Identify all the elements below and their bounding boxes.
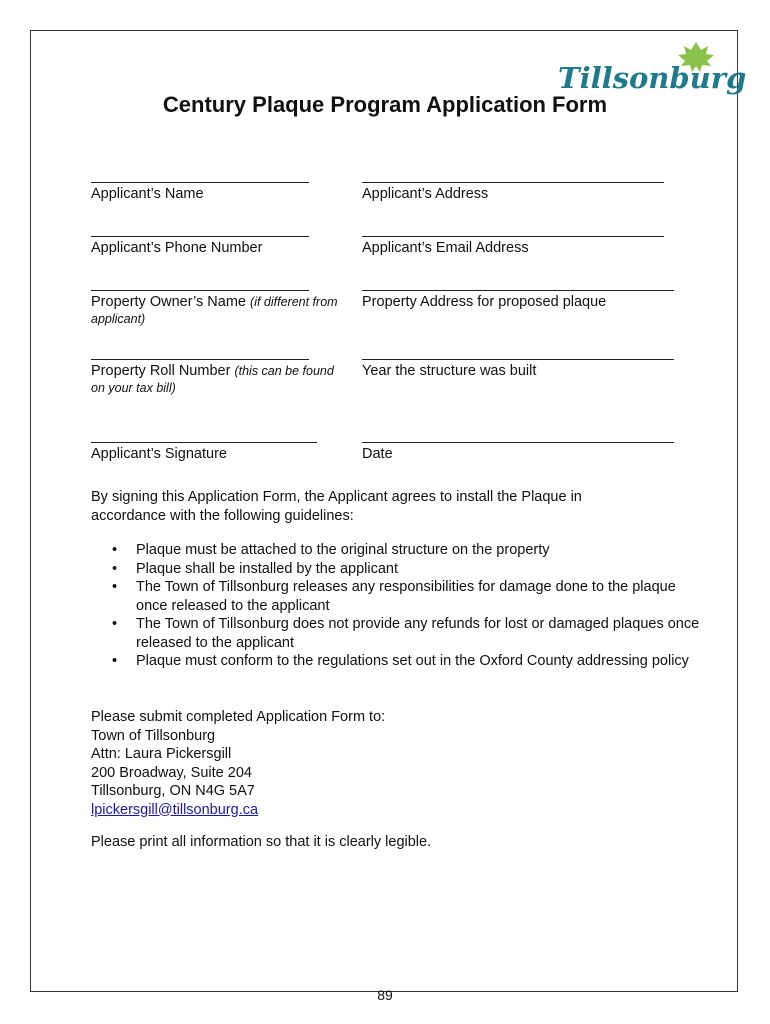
list-item: • The Town of Tillsonburg releases any responsibilities for damage done to the plaque once released to the applicant: [136, 578, 706, 615]
year-built-field[interactable]: [362, 359, 674, 380]
submission-address: [91, 708, 385, 819]
address-line: Tillsonburg, ON N4G 5A7: [91, 783, 255, 799]
page-title: Century Plaque Program Application Form: [162, 92, 608, 117]
field-label: Applicant’s Email Address: [362, 240, 529, 256]
field-label: Date: [362, 446, 393, 462]
signature-line[interactable]: [91, 290, 309, 291]
submit-intro: Please submit completed Application Form to:: [91, 709, 386, 725]
agreement-paragraph: By signing this Application Form, the Applicant agrees to install the Plaque in accordance with the following guidelines:: [91, 489, 582, 524]
field-label: Year the structure was built: [362, 363, 537, 379]
signature-line[interactable]: [362, 442, 674, 443]
signature-line[interactable]: [362, 290, 674, 291]
field-note: (if different from: [250, 295, 338, 309]
signature-line[interactable]: [91, 182, 309, 183]
applicant-address-field[interactable]: [362, 182, 664, 203]
field-label: Applicant’s Signature: [91, 446, 227, 462]
page-number: 89: [377, 987, 393, 1003]
email-field[interactable]: [362, 236, 664, 257]
list-item: • Plaque must conform to the regulations set out in the Oxford County addressing policy: [136, 652, 706, 671]
signature-field[interactable]: [91, 442, 317, 463]
field-note: (this can be found: [234, 364, 334, 378]
address-line: 200 Broadway, Suite 204: [91, 764, 252, 781]
field-label: Property Roll Number: [91, 363, 231, 379]
field-label: Applicant’s Phone Number: [91, 240, 263, 256]
address-line: Town of Tillsonburg: [91, 727, 216, 744]
print-note: Please print all information so that it is clearly legible.: [91, 834, 432, 850]
signature-line[interactable]: [91, 442, 317, 443]
field-label: Property Owner’s Name: [91, 294, 246, 310]
list-item: • Plaque must be attached to the original structure on the property: [136, 541, 706, 560]
list-item: • The Town of Tillsonburg does not provide any refunds for lost or damaged plaques once released to the applicant: [136, 615, 706, 652]
signature-line[interactable]: [91, 236, 309, 237]
signature-line[interactable]: [362, 236, 664, 237]
address-line: Attn: Laura Pickersgill: [91, 746, 232, 762]
field-note: applicant): [91, 312, 146, 326]
field-label: Property Address for proposed plaque: [362, 294, 607, 310]
date-field[interactable]: [362, 442, 674, 463]
phone-field[interactable]: [91, 236, 309, 257]
field-label: Applicant’s Address: [362, 186, 489, 202]
roll-number-field[interactable]: [91, 359, 351, 397]
field-label: Applicant’s Name: [91, 186, 204, 202]
signature-line[interactable]: [91, 359, 309, 360]
email-link[interactable]: lpickersgill@tillsonburg.ca: [91, 801, 259, 818]
property-address-field[interactable]: [362, 290, 674, 311]
guidelines-list: [91, 541, 706, 671]
logo-text: Tillsonburg: [558, 61, 747, 95]
applicant-name-field[interactable]: [91, 182, 309, 203]
signature-line[interactable]: [362, 359, 674, 360]
owner-name-field[interactable]: [91, 290, 351, 328]
field-note: on your tax bill): [91, 381, 176, 395]
signature-line[interactable]: [362, 182, 664, 183]
list-item: • Plaque shall be installed by the applicant: [136, 560, 706, 579]
